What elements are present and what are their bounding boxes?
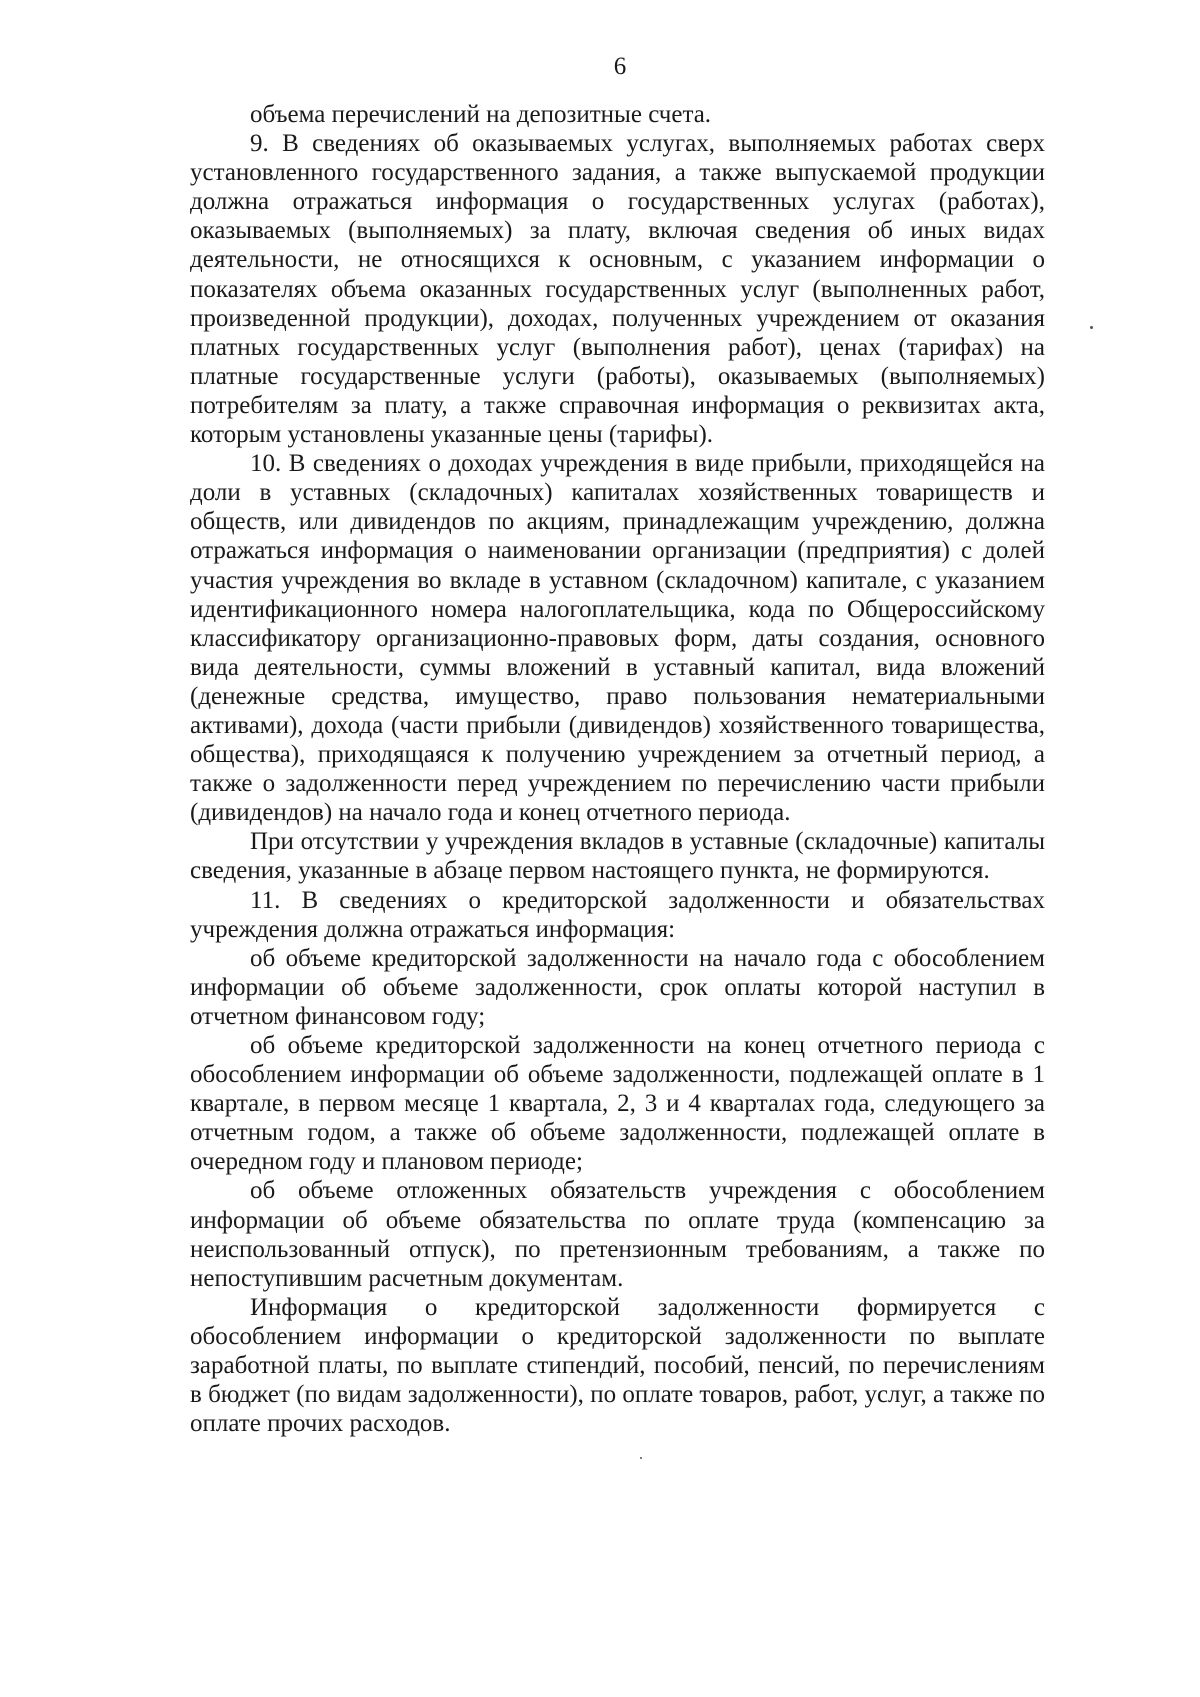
paragraph-item-11: 11. В сведениях о кредиторской задолженности и обязательствах учреждения должна отражаться информация: bbox=[190, 886, 1045, 943]
paragraph-continuation: объема перечислений на депозитные счета. bbox=[250, 101, 712, 128]
paragraph-item-11-deferred: об объеме отложенных обязательств учреждения с обособлением информации об объеме обязательства по оплате труда (компенсацию за неиспользованный отпуск), по претензионным требованиям, а также по непоступившим расчетным документам. bbox=[190, 1177, 1045, 1292]
paragraph-item-10: 10. В сведениях о доходах учреждения в виде прибыли, приходящейся на доли в уставных (складочных) капиталах хозяйственных товариществ и обществ, или дивидендов по акциям, принадлежащим учреждению, должна отражаться информация о наименовании организации (предприятия) с долей участия учреждения во вкладе в уставном (складочном) капитале, с указанием идентификационного номера налогоплательщика, кода по Общероссийскому классификатору организационно-правовых форм, даты создания, основного вида деятельности, суммы вложений в уставный капитал, вида вложений (денежные средства, имущество, право пользования нематериальными активами), дохода (части прибыли (дивидендов) хозяйственного товарищества, общества), приходящаяся к получению учреждением за отчетный период, а также о задолженности перед учреждением по перечислению части прибыли (дивидендов) на начало года и конец отчетного периода. bbox=[190, 450, 1045, 827]
scan-speck bbox=[1090, 326, 1093, 329]
scan-speck bbox=[640, 1457, 642, 1459]
paragraph-item-10-absence: При отсутствии у учреждения вкладов в уставные (складочные) капиталы сведения, указанные в абзаце первом настоящего пункта, не формируются. bbox=[190, 828, 1045, 885]
paragraph-item-11-start-of-year: об объеме кредиторской задолженности на начало года с обособлением информации об объеме задолженности, срок оплаты которой наступил в отчетном финансовом году; bbox=[190, 944, 1045, 1030]
page-number: 6 bbox=[613, 53, 627, 80]
paragraph-item-11-end-of-period: об объеме кредиторской задолженности на конец отчетного периода с обособлением информации об объеме задолженности, подлежащей оплате в 1 квартале, в первом месяце 1 квартала, 2, 3 и 4 кварталах года, следующего за отчетным годом, а также об объеме задолженности, подлежащей оплате в очередном году и плановом периоде; bbox=[190, 1032, 1045, 1176]
document-body bbox=[190, 100, 1045, 1438]
paragraph-item-9: 9. В сведениях об оказываемых услугах, выполняемых работах сверх установленного государственного задания, а также выпускаемой продукции должна отражаться информация о государственных услугах (работах), оказываемых (выполняемых) за плату, включая сведения об иных видах деятельности, не относящихся к основным, с указанием информации о показателях объема оказанных государственных услуг (выполненных работ, произведенной продукции), доходах, полученных учреждением от оказания платных государственных услуг (выполнения работ), ценах (тарифах) на платные государственные услуги (работы), оказываемых (выполняемых) потребителям за плату, а также справочная информация о реквизитах акта, которым установлены указанные цены (тарифы). bbox=[190, 130, 1045, 449]
paragraph-item-11-info: Информация о кредиторской задолженности формируется с обособлением информации о кредиторской задолженности по выплате заработной платы, по выплате стипендий, пособий, пенсий, по перечислениям в бюджет (по видам задолженности), по оплате товаров, работ, услуг, а также по оплате прочих расходов. bbox=[190, 1293, 1045, 1438]
